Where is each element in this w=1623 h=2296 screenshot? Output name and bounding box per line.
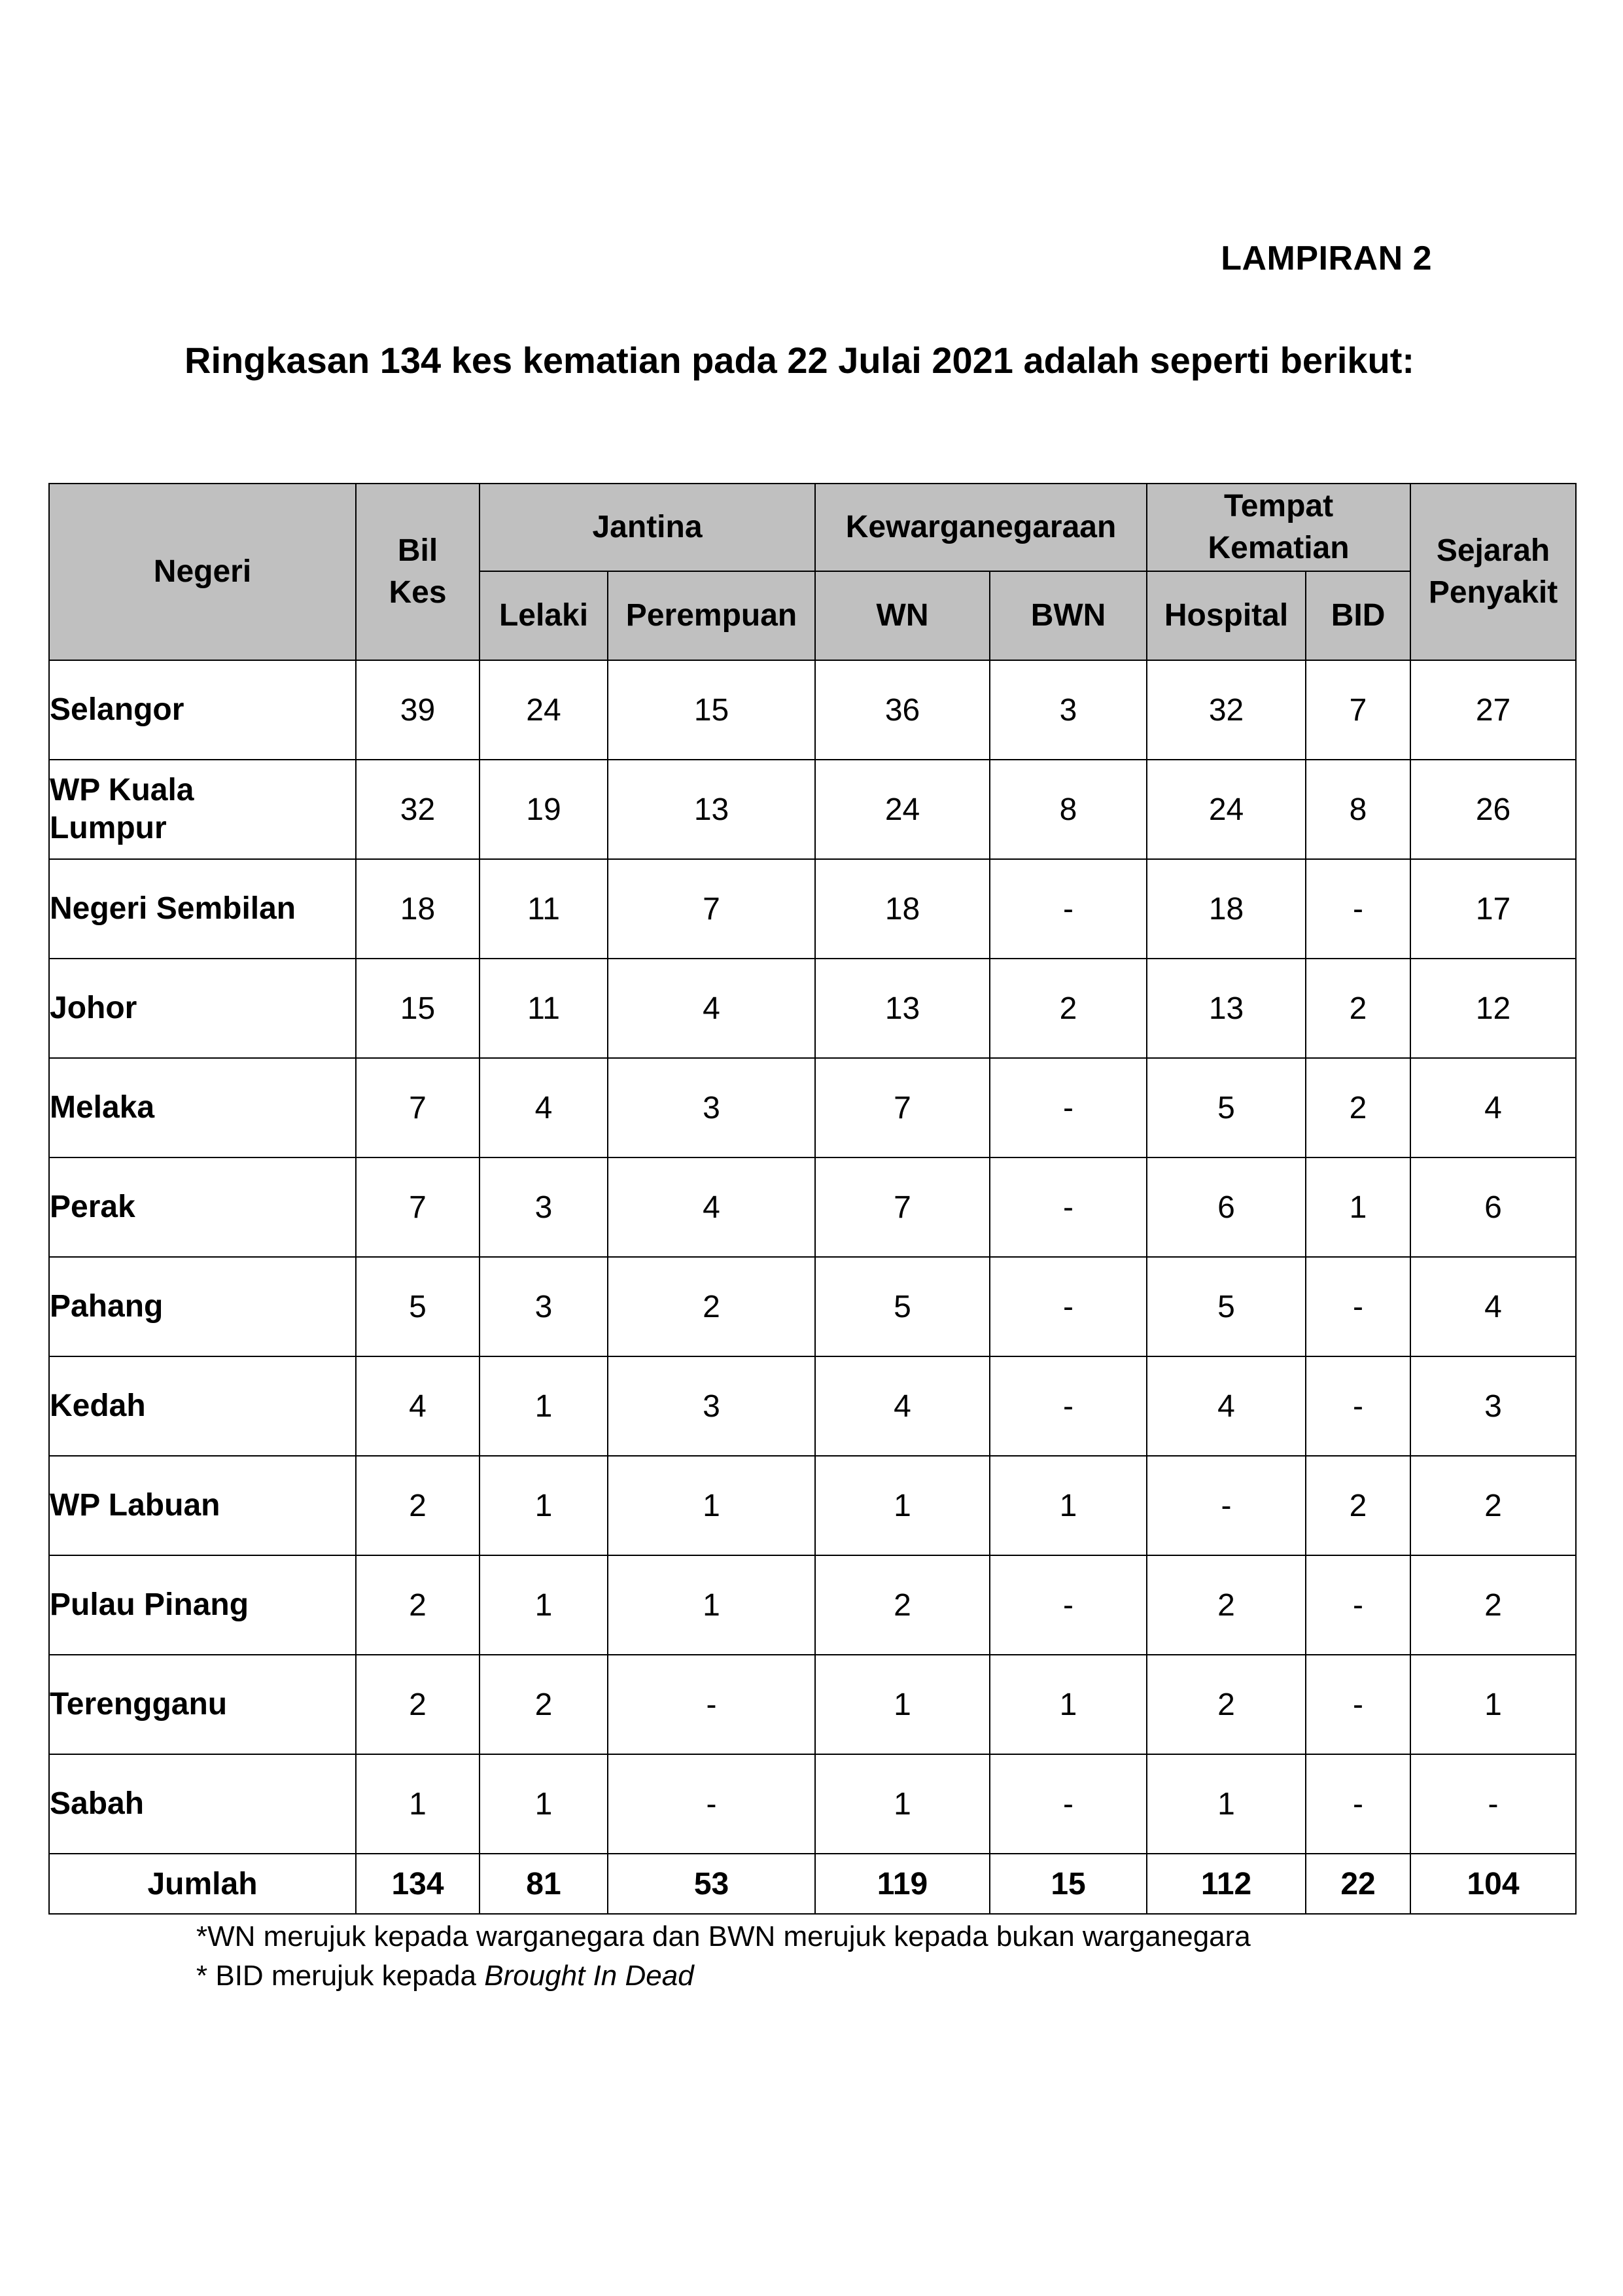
cell-sejarah: 12	[1410, 959, 1576, 1058]
lampiran-label: LAMPIRAN 2	[1221, 239, 1432, 277]
cell-perempuan: 1	[608, 1456, 815, 1555]
cell-lelaki: 19	[480, 760, 608, 859]
cell-hospital: 32	[1147, 660, 1306, 760]
header-sejarah-penyakit	[1410, 484, 1576, 660]
cell-bil-kes: 1	[356, 1754, 480, 1854]
cell-negeri: Melaka	[49, 1058, 356, 1157]
cell-lelaki: 1	[480, 1456, 608, 1555]
cell-bil-kes: 2	[356, 1555, 480, 1655]
header-jantina: Jantina	[480, 484, 815, 571]
cell-sejarah: 4	[1410, 1257, 1576, 1356]
cell-perempuan: 15	[608, 660, 815, 760]
table-row	[49, 1655, 1576, 1754]
table-row	[49, 1257, 1576, 1356]
cell-perempuan: 3	[608, 1058, 815, 1157]
cell-perempuan: 4	[608, 1157, 815, 1257]
cell-bwn: 2	[990, 959, 1147, 1058]
cell-bid: -	[1306, 859, 1410, 959]
cell-lelaki: 1	[480, 1555, 608, 1655]
cell-hospital: 6	[1147, 1157, 1306, 1257]
cell-negeri: WP Labuan	[49, 1456, 356, 1555]
cell-wn: 4	[815, 1356, 990, 1456]
cell-lelaki: 1	[480, 1754, 608, 1854]
cell-bwn: 3	[990, 660, 1147, 760]
header-tempat-kematian	[1147, 484, 1410, 571]
cell-bwn: -	[990, 1754, 1147, 1854]
cell-bid: -	[1306, 1356, 1410, 1456]
cell-negeri: Perak	[49, 1157, 356, 1257]
cell-bil-kes: 7	[356, 1157, 480, 1257]
cell-sejarah: 1	[1410, 1655, 1576, 1754]
cell-lelaki: 4	[480, 1058, 608, 1157]
cell-bwn: 1	[990, 1456, 1147, 1555]
cell-bil-kes: 2	[356, 1456, 480, 1555]
table-row	[49, 660, 1576, 760]
footnote-bid	[196, 1960, 694, 1992]
cell-hospital: 5	[1147, 1058, 1306, 1157]
cell-negeri: Terengganu	[49, 1655, 356, 1754]
cell-bil-kes: 15	[356, 959, 480, 1058]
table-row	[49, 760, 1576, 859]
cell-bil-kes: 5	[356, 1257, 480, 1356]
cell-bid: -	[1306, 1655, 1410, 1754]
total-bwn: 15	[990, 1854, 1147, 1914]
cell-negeri-label: WP Kuala Lumpur	[50, 773, 194, 845]
cell-bid: 1	[1306, 1157, 1410, 1257]
footnote-wn-bwn: *WN merujuk kepada warganegara dan BWN merujuk kepada bukan warganegara	[196, 1920, 1251, 1952]
cell-wn: 18	[815, 859, 990, 959]
death-cases-table	[48, 483, 1577, 1915]
cell-bwn: -	[990, 1058, 1147, 1157]
cell-sejarah: 6	[1410, 1157, 1576, 1257]
cell-bwn: -	[990, 1555, 1147, 1655]
cell-hospital: 4	[1147, 1356, 1306, 1456]
total-hospital: 112	[1147, 1854, 1306, 1914]
header-bid: BID	[1306, 571, 1410, 660]
cell-wn: 7	[815, 1058, 990, 1157]
table-row	[49, 1754, 1576, 1854]
cell-sejarah: 4	[1410, 1058, 1576, 1157]
cell-lelaki: 11	[480, 859, 608, 959]
cell-hospital: 18	[1147, 859, 1306, 959]
cell-lelaki: 2	[480, 1655, 608, 1754]
cell-sejarah: 27	[1410, 660, 1576, 760]
cell-wn: 1	[815, 1754, 990, 1854]
cell-lelaki: 24	[480, 660, 608, 760]
cell-sejarah: -	[1410, 1754, 1576, 1854]
cell-bwn: -	[990, 1257, 1147, 1356]
header-bwn: BWN	[990, 571, 1147, 660]
header-tempat-kematian-label: Tempat Kematian	[1208, 489, 1350, 565]
cell-bil-kes: 4	[356, 1356, 480, 1456]
header-hospital: Hospital	[1147, 571, 1306, 660]
cell-bwn: -	[990, 1157, 1147, 1257]
cell-wn: 24	[815, 760, 990, 859]
table-row	[49, 1058, 1576, 1157]
cell-bid: 2	[1306, 959, 1410, 1058]
cell-negeri: Pahang	[49, 1257, 356, 1356]
header-lelaki: Lelaki	[480, 571, 608, 660]
cell-perempuan: 3	[608, 1356, 815, 1456]
cell-wn: 1	[815, 1456, 990, 1555]
cell-negeri	[49, 760, 356, 859]
cell-bid: -	[1306, 1555, 1410, 1655]
table-row	[49, 1456, 1576, 1555]
intro-paragraph: Ringkasan 134 kes kematian pada 22 Julai 2021 adalah seperti berikut:	[184, 340, 1415, 381]
cell-perempuan: 7	[608, 859, 815, 959]
table-row	[49, 1356, 1576, 1456]
table-row	[49, 1555, 1576, 1655]
cell-bid: 7	[1306, 660, 1410, 760]
cell-negeri: Johor	[49, 959, 356, 1058]
cell-hospital: 24	[1147, 760, 1306, 859]
table-row	[49, 959, 1576, 1058]
cell-negeri: Negeri Sembilan	[49, 859, 356, 959]
cell-negeri: Kedah	[49, 1356, 356, 1456]
cell-wn: 5	[815, 1257, 990, 1356]
cell-sejarah: 2	[1410, 1555, 1576, 1655]
cell-hospital: 5	[1147, 1257, 1306, 1356]
cell-negeri: Selangor	[49, 660, 356, 760]
cell-perempuan: 4	[608, 959, 815, 1058]
cell-wn: 2	[815, 1555, 990, 1655]
cell-lelaki: 1	[480, 1356, 608, 1456]
cell-hospital: -	[1147, 1456, 1306, 1555]
table-row	[49, 1157, 1576, 1257]
header-kewarganegaraan: Kewarganegaraan	[815, 484, 1147, 571]
header-bil-kes-label: Bil Kes	[389, 533, 447, 610]
cell-bwn: 1	[990, 1655, 1147, 1754]
cell-bil-kes: 18	[356, 859, 480, 959]
header-perempuan: Perempuan	[608, 571, 815, 660]
cell-bid: 2	[1306, 1058, 1410, 1157]
total-lelaki: 81	[480, 1854, 608, 1914]
cell-wn: 36	[815, 660, 990, 760]
cell-lelaki: 11	[480, 959, 608, 1058]
cell-perempuan: 13	[608, 760, 815, 859]
cell-perempuan: -	[608, 1655, 815, 1754]
cell-perempuan: -	[608, 1754, 815, 1854]
cell-bwn: -	[990, 859, 1147, 959]
cell-wn: 1	[815, 1655, 990, 1754]
cell-bwn: 8	[990, 760, 1147, 859]
footnote-bid-prefix: * BID merujuk kepada	[196, 1960, 485, 1992]
cell-bil-kes: 39	[356, 660, 480, 760]
header-wn: WN	[815, 571, 990, 660]
cell-bid: 2	[1306, 1456, 1410, 1555]
cell-wn: 7	[815, 1157, 990, 1257]
cell-lelaki: 3	[480, 1157, 608, 1257]
total-bil-kes: 134	[356, 1854, 480, 1914]
total-wn: 119	[815, 1854, 990, 1914]
cell-lelaki: 3	[480, 1257, 608, 1356]
cell-hospital: 13	[1147, 959, 1306, 1058]
total-row	[49, 1854, 1576, 1914]
cell-bil-kes: 32	[356, 760, 480, 859]
total-perempuan: 53	[608, 1854, 815, 1914]
cell-negeri: Sabah	[49, 1754, 356, 1854]
cell-negeri: Pulau Pinang	[49, 1555, 356, 1655]
cell-perempuan: 1	[608, 1555, 815, 1655]
table-body	[49, 660, 1576, 1914]
header-sejarah-penyakit-label: Sejarah Penyakit	[1428, 533, 1558, 610]
cell-hospital: 2	[1147, 1655, 1306, 1754]
table-row	[49, 859, 1576, 959]
cell-hospital: 2	[1147, 1555, 1306, 1655]
cell-sejarah: 3	[1410, 1356, 1576, 1456]
cell-perempuan: 2	[608, 1257, 815, 1356]
footnote-bid-italic: Brought In Dead	[484, 1960, 694, 1992]
cell-sejarah: 2	[1410, 1456, 1576, 1555]
table-header	[49, 484, 1576, 660]
cell-bid: -	[1306, 1257, 1410, 1356]
cell-bid: 8	[1306, 760, 1410, 859]
total-bid: 22	[1306, 1854, 1410, 1914]
header-negeri: Negeri	[49, 484, 356, 660]
header-bil-kes	[356, 484, 480, 660]
cell-bil-kes: 7	[356, 1058, 480, 1157]
cell-wn: 13	[815, 959, 990, 1058]
cell-sejarah: 26	[1410, 760, 1576, 859]
cell-bid: -	[1306, 1754, 1410, 1854]
cell-bil-kes: 2	[356, 1655, 480, 1754]
cell-bwn: -	[990, 1356, 1147, 1456]
cell-hospital: 1	[1147, 1754, 1306, 1854]
total-sejarah: 104	[1410, 1854, 1576, 1914]
total-label: Jumlah	[49, 1854, 356, 1914]
cell-sejarah: 17	[1410, 859, 1576, 959]
